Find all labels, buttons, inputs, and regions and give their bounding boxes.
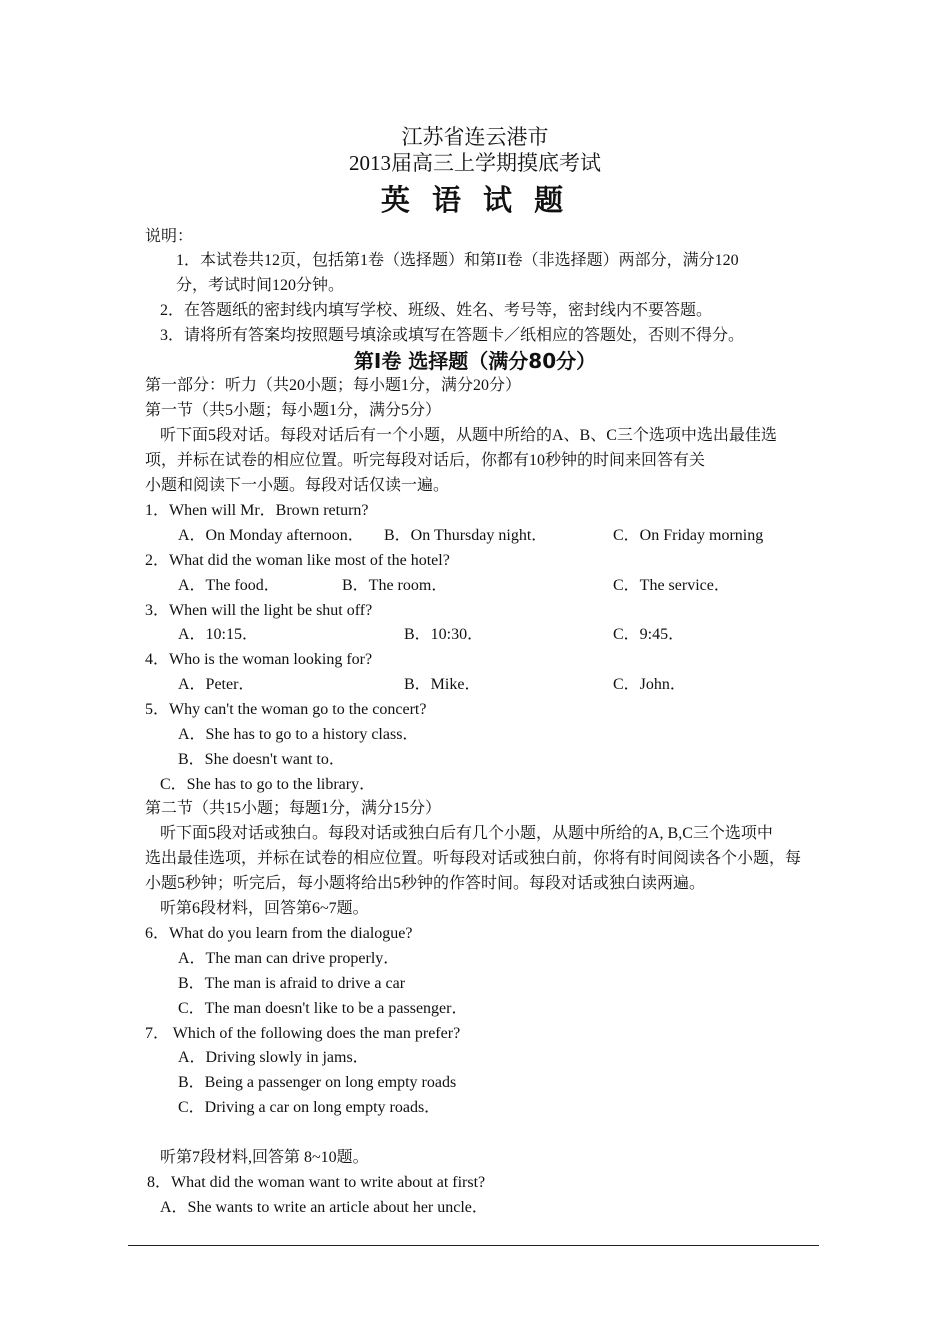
note-item-1b: 分，考试时间120分钟。 (176, 277, 345, 294)
footer-divider (128, 1245, 819, 1246)
question-6-option-a: A．The man can drive properly． (178, 950, 400, 967)
question-1-stem: 1．When will Mr．Brown return? (145, 502, 369, 519)
exam-subtitle: 2013届高三上学期摸底考试 (349, 151, 601, 175)
question-5-stem: 5．Why can't the woman go to the concert? (145, 701, 427, 718)
part1-heading: 第一部分：听力（共20小题；每小题1分，满分20分） (145, 377, 522, 394)
question-4-stem: 4．Who is the woman looking for? (145, 651, 373, 668)
listen-7-instruction: 听第7段材料,回答第 8~10题。 (160, 1149, 369, 1166)
question-2-option-a: A．The food． (178, 577, 280, 594)
question-5-option-a: A．She has to go to a history class． (178, 726, 419, 743)
question-8-option-a: A．She wants to write an article about her uncle． (160, 1199, 488, 1216)
question-7-stem: 7． Which of the following does the man prefer? (145, 1025, 461, 1042)
note-item-1a: 1．本试卷共12页，包括第1卷（选择题）和第II卷（非选择题）两部分，满分120 (176, 252, 739, 269)
question-4-option-c: C．John． (613, 676, 686, 693)
exam-region: 江苏省连云港市 (401, 125, 549, 149)
sec2-heading: 第二节（共15小题；每题1分，满分15分） (145, 800, 442, 817)
question-2-stem: 2．What did the woman like most of the hotel? (145, 552, 450, 569)
question-3-option-a: A．10:15． (178, 626, 259, 643)
question-7-option-b: B．Being a passenger on long empty roads (178, 1074, 457, 1091)
question-3-option-c: C．9:45． (613, 626, 685, 643)
question-5-option-b: B．She doesn't want to． (178, 751, 345, 768)
question-6-option-b: B．The man is afraid to drive a car (178, 975, 406, 992)
question-3-option-b: B．10:30． (404, 626, 484, 643)
sec1-instructions-3: 小题和阅读下一小题。每段对话仅读一遍。 (145, 477, 450, 494)
sec2-instructions-3: 小题5秒钟；听完后，每小题将给出5秒钟的作答时间。每段对话或独白读两遍。 (145, 875, 706, 892)
sec1-instructions-1: 听下面5段对话。每段对话后有一个小题，从题中所给的A、B、C三个选项中选出最佳选 (160, 427, 777, 444)
section-title: 第Ⅰ卷 选择题（满分80分） (353, 349, 597, 373)
notes-label: 说明： (145, 228, 194, 245)
note-item-3: 3．请将所有答案均按照题号填涂或填写在答题卡／纸相应的答题处，否则不得分。 (160, 327, 745, 344)
note-item-2: 2．在答题纸的密封线内填写学校、班级、姓名、考号等，密封线内不要答题。 (160, 302, 713, 319)
question-5-option-c: C．She has to go to the library． (160, 776, 376, 793)
sec1-instructions-2: 项，并标在试卷的相应位置。听完每段对话后，你都有10秒钟的时间来回答有关 (145, 452, 706, 469)
question-1-option-a: A．On Monday afternoon． (178, 527, 364, 544)
listen-6-instruction: 听第6段材料，回答第6~7题。 (160, 900, 369, 917)
question-6-option-c: C．The man doesn't like to be a passenger． (178, 1000, 468, 1017)
question-2-option-b: B．The room． (342, 577, 448, 594)
question-2-option-c: C．The service． (613, 577, 730, 594)
question-1-option-b: B．On Thursday night． (384, 527, 548, 544)
question-4-option-b: B．Mike． (404, 676, 481, 693)
sec2-instructions-2: 选出最佳选项，并标在试卷的相应位置。听每段对话或独白前，你将有时间阅读各个小题，每 (145, 850, 802, 867)
question-4-option-a: A．Peter． (178, 676, 255, 693)
exam-title: 英 语 试 题 (380, 183, 570, 217)
question-3-stem: 3．When will the light be shut off? (145, 602, 373, 619)
question-6-stem: 6．What do you learn from the dialogue? (145, 925, 413, 942)
question-7-option-c: C．Driving a car on long empty roads． (178, 1099, 441, 1116)
question-7-option-a: A．Driving slowly in jams． (178, 1049, 369, 1066)
question-8-stem: 8．What did the woman want to write about at first? (147, 1174, 486, 1191)
question-1-option-c: C．On Friday morning (613, 527, 764, 544)
sec1-heading: 第一节（共5小题；每小题1分，满分5分） (145, 402, 442, 419)
sec2-instructions-1: 听下面5段对话或独白。每段对话或独白后有几个小题，从题中所给的A, B,C三个选项中 (160, 825, 773, 842)
